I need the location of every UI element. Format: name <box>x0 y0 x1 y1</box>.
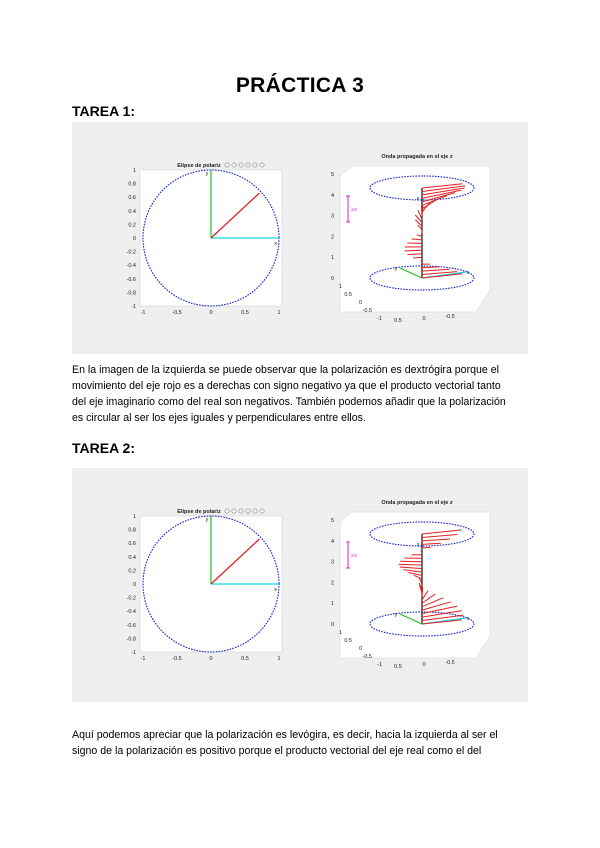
text-line: En la imagen de la izquierda se puede observar que la polarización es dextrógira porque el <box>72 364 499 376</box>
y-tick-label: 0 <box>358 646 362 652</box>
z-tick-label: 1 <box>330 255 334 262</box>
x-tick-label: 0 <box>422 662 426 668</box>
paragraph-tarea-2 <box>72 727 528 759</box>
paragraph-tarea-1 <box>72 362 528 426</box>
y-tick-label: 0.5 <box>344 292 352 298</box>
plot-title: Onda propagada en el eje z <box>381 500 453 506</box>
z-tick-label: 2 <box>330 234 334 241</box>
x-tick-label: 0 <box>422 316 426 322</box>
toolbar-icon <box>239 509 243 513</box>
y-tick-label: -0.4 <box>126 263 136 270</box>
field-vector <box>421 261 422 262</box>
toolbar-icon <box>225 163 229 167</box>
z-tick-label: 5 <box>330 172 334 178</box>
wave-propagation-plot <box>331 154 490 324</box>
y-tick-label: 0.8 <box>128 527 136 534</box>
y-tick-label: -1 <box>131 304 136 310</box>
axis-label-x: x <box>416 542 420 548</box>
toolbar-icon <box>253 163 257 167</box>
z-tick-label: 3 <box>330 559 334 566</box>
x-tick-label: -0.5 <box>445 660 455 666</box>
page-title: PRÁCTICA 3 <box>235 74 365 97</box>
axis-label-y: y <box>205 170 209 177</box>
axis-label-y: y <box>394 266 398 272</box>
y-tick-label: -0.6 <box>126 622 136 629</box>
z-tick-label: 5 <box>330 518 334 524</box>
polarization-ellipse-plot <box>127 509 282 662</box>
plot-title: Onda propagada en el eje z <box>381 154 453 160</box>
text-line: Aquí podemos apreciar que la polarización es levógira, es decir, hacia la izquierda al ser el <box>72 729 498 741</box>
x-tick-label: -0.5 <box>172 310 182 316</box>
y-tick-label: 1 <box>338 630 342 636</box>
axis-label-x: x <box>466 270 470 276</box>
x-tick-label: 0.5 <box>241 656 249 662</box>
toolbar-icon <box>246 509 250 513</box>
wave-propagation-plot <box>331 500 490 670</box>
x-tick-label: -1 <box>140 656 146 662</box>
x-tick-label: 1 <box>277 656 281 662</box>
y-tick-label: 1 <box>132 168 136 174</box>
x-tick-label: -0.5 <box>445 314 455 320</box>
z-tick-label: 4 <box>330 192 334 199</box>
y-tick-label: 1 <box>338 284 342 290</box>
x-tick-label: -1 <box>140 310 146 316</box>
y-tick-label: -0.6 <box>126 276 136 283</box>
y-tick-label: -0.5 <box>362 308 372 314</box>
x-tick-label: 0 <box>209 656 213 662</box>
y-tick-label: 0.8 <box>128 181 136 188</box>
z-tick-label: 2 <box>330 580 334 587</box>
section-heading-tarea-1: TAREA 1: <box>72 103 135 119</box>
y-tick-label: -1 <box>131 650 136 656</box>
y-tick-label: 1 <box>132 514 136 520</box>
toolbar-icon <box>253 509 257 513</box>
y-tick-label: 0 <box>132 236 136 242</box>
x-tick-label: 0.5 <box>241 310 249 316</box>
figure-svg <box>72 122 528 354</box>
toolbar-icon <box>232 163 236 167</box>
text-line: signo de la polarización es positivo porque el producto vectorial del eje real como el del <box>72 745 482 757</box>
y-tick-label: 0.5 <box>344 638 352 644</box>
x-tick-label: 0 <box>209 310 213 316</box>
toolbar-icon <box>260 509 264 513</box>
y-tick-label: 0.2 <box>128 568 136 575</box>
axis-label-y: y <box>394 612 398 618</box>
wavelength-label: λ/2 <box>350 207 358 212</box>
toolbar-icon <box>239 163 243 167</box>
y-tick-label: -0.8 <box>126 290 136 297</box>
y-tick-label: 0.4 <box>128 554 136 561</box>
axis-label-x: x <box>274 587 277 593</box>
x-tick-label: 0.5 <box>394 664 402 670</box>
plot-toolbar <box>225 163 264 167</box>
toolbar-icon <box>260 163 264 167</box>
wavelength-label: λ/2 <box>350 553 358 558</box>
toolbar-icon <box>225 509 229 513</box>
x-tick-label: 0.5 <box>394 318 402 324</box>
figure-tarea-1 <box>72 122 528 354</box>
y-tick-label: -0.4 <box>126 609 136 616</box>
z-tick-label: 0 <box>330 276 334 282</box>
y-tick-label: -0.5 <box>362 654 372 660</box>
field-vector <box>405 250 422 251</box>
axis-label-x: x <box>466 616 470 622</box>
text-line: del eje imaginario como del real son negativos. También podemos añadir que la polarización <box>72 396 506 408</box>
section-heading-tarea-2: TAREA 2: <box>72 440 135 456</box>
figure-tarea-2 <box>72 468 528 702</box>
y-tick-label: 0 <box>132 582 136 588</box>
axis-label-y: y <box>205 516 209 523</box>
text-line: es circular al ser los ejes iguales y perpendiculares entre ellos. <box>72 412 366 424</box>
y-tick-label: -1 <box>377 316 382 322</box>
y-tick-label: 0.6 <box>128 541 136 548</box>
plot-title: Elipse de polariz <box>177 509 221 515</box>
z-tick-label: 1 <box>330 601 334 608</box>
polarization-ellipse-plot <box>127 163 282 316</box>
y-tick-label: 0.4 <box>128 208 136 215</box>
toolbar-icon <box>232 509 236 513</box>
axis-label-x: x <box>274 241 277 247</box>
plot-toolbar <box>225 509 264 513</box>
y-tick-label: 0.2 <box>128 222 136 229</box>
y-tick-label: -0.8 <box>126 636 136 643</box>
x-tick-label: 1 <box>277 310 281 316</box>
text-line: movimiento del eje rojo es a derechas con signo negativo ya que el producto vectorial tanto <box>72 380 501 392</box>
y-tick-label: -0.2 <box>126 595 136 602</box>
y-tick-label: -1 <box>377 662 382 668</box>
y-tick-label: -0.2 <box>126 249 136 256</box>
z-tick-label: 4 <box>330 538 334 545</box>
plot-title: Elipse de polariz <box>177 163 221 169</box>
figure-svg <box>72 468 528 702</box>
z-tick-label: 0 <box>330 622 334 628</box>
x-tick-label: -0.5 <box>172 656 182 662</box>
y-tick-label: 0 <box>358 300 362 306</box>
z-tick-label: 3 <box>330 213 334 220</box>
toolbar-icon <box>246 163 250 167</box>
y-tick-label: 0.6 <box>128 195 136 202</box>
axis-label-x: x <box>416 196 420 202</box>
